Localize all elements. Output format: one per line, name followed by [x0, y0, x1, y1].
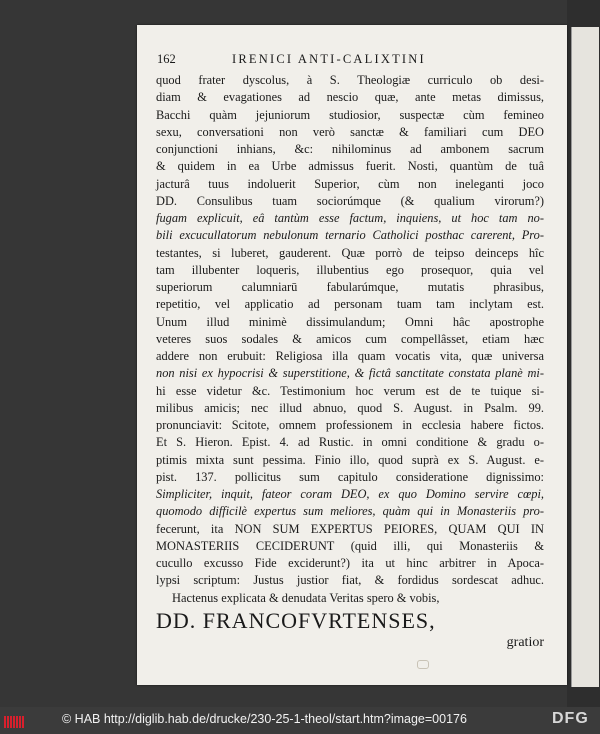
text-line: Unum illud minimè dissimulandum; Omni hâc apostrophe [156, 314, 544, 329]
text-line: fugam explicuit, eâ tantùm esse factum, inquiens, ut hoc tam no- [156, 211, 544, 225]
text-line: MONASTERIIS CECIDERUNT (quid illi, qui Monasteriis & [156, 538, 544, 553]
dfg-logo[interactable]: DFG [552, 710, 589, 727]
catchword: gratior [506, 634, 544, 650]
hab-logo-icon[interactable] [4, 716, 24, 728]
text-line: & quidem in ea Urbe admissus fuerit. Nosti, quantùm de tuâ [156, 159, 544, 174]
text-line: quomodo difficilè expertus sum meliores, quàm qui in Monasteriis pro- [156, 504, 544, 519]
text-line: ptimis mixta sunt pessima. Finio illo, quod suprà ex S. August. e- [156, 452, 544, 467]
text-line: bili excucullatorum nebulonum ternario Catholici posthac carerent, Pro- [156, 228, 544, 243]
text-line: addere non erubuit: Religiosa illa quam vocatis vita, quæ universa [156, 349, 544, 363]
paper-blemish [417, 660, 429, 669]
text-line: quod frater dyscolus, à S. Theologiæ curriculo ob desi- [156, 73, 544, 87]
page-header [157, 52, 547, 68]
text-line: diam & evagationes ad nescio quæ, ante metas dimissus, [156, 90, 544, 105]
text-line: jacturâ tuus indoluerit Superior, cùm non ineleganti joco [156, 176, 544, 191]
text-line: sexu, conversationi non verò sanctæ & familiari cum DEO [156, 124, 544, 139]
text-line: cucullo excusso Fide exciderunt?) ita ut hinc arbitrer in Apoca- [156, 556, 544, 570]
page-body [156, 72, 544, 652]
text-line: pronunciavit: Scitote, omnem professionem in ecclesia habere fictos. [156, 418, 544, 432]
text-line: hi esse videtur &c. Testimonium hoc verum est de te tuique si- [156, 383, 544, 398]
scanned-page [137, 25, 567, 685]
text-line: DD. Consulibus tuam sociorúmque (& qualium virorum?) [156, 193, 544, 208]
text-line: Hactenus explicata & denudata Veritas spero & vobis, [172, 590, 440, 605]
page-number: 162 [157, 52, 176, 66]
text-line: Bacchi quàm jejuniorum studiosior, suspectæ cùm femineo [156, 107, 544, 122]
text-line: Et S. Hieron. Epist. 4. ad Rustic. in omni conditione & gradu o- [156, 435, 544, 450]
text-line: conjunctioni inhians, &c: nihilominus ad ambonem sacrum [156, 142, 544, 156]
next-page-edge[interactable] [571, 27, 599, 687]
text-line: tam illubenter loqueris, illubentius ego prosequor, quia vel [156, 262, 544, 277]
text-line: testantes, si luberet, gauderent. Quæ porrò de teipso deinceps hîc [156, 245, 544, 260]
text-line: Simpliciter, inquit, fateor coram DEO, ex quo Domino servire cœpi, [156, 487, 544, 501]
text-line: superiorum calumniarū fabularúmque, mutatis phrasibus, [156, 280, 544, 294]
running-title: IRENICI ANTI-CALIXTINI [232, 52, 426, 66]
text-line: pist. 137. pollicitus sum capitulo consideratione dignissimo: [156, 469, 544, 484]
text-line: milibus amicis; nec illud abnuo, quod S. August. in Psalm. 99. [156, 400, 544, 415]
closing-heading: DD. FRANCOFVRTENSES, [156, 607, 436, 633]
text-line: fecerunt, ita NON SUM EXPERTUS PEIORES, QUAM QUI IN [156, 521, 544, 536]
text-line: repetitio, vel applicatio ad personam tuam tam inclytam est. [156, 297, 544, 312]
text-line: non nisi ex hypocrisi & superstitione, & fictâ sanctitate constata planè mi- [156, 366, 544, 381]
copyright-link[interactable]: © HAB http://diglib.hab.de/drucke/230-25-1-theol/start.htm?image=00176 [62, 712, 467, 726]
text-line: veteres suos sodales & amicos cum compellâsset, etiam hæc [156, 331, 544, 346]
text-line: lypsi scriptum: Justus justior fiat, & fordidus sordescat adhuc. [156, 573, 544, 588]
